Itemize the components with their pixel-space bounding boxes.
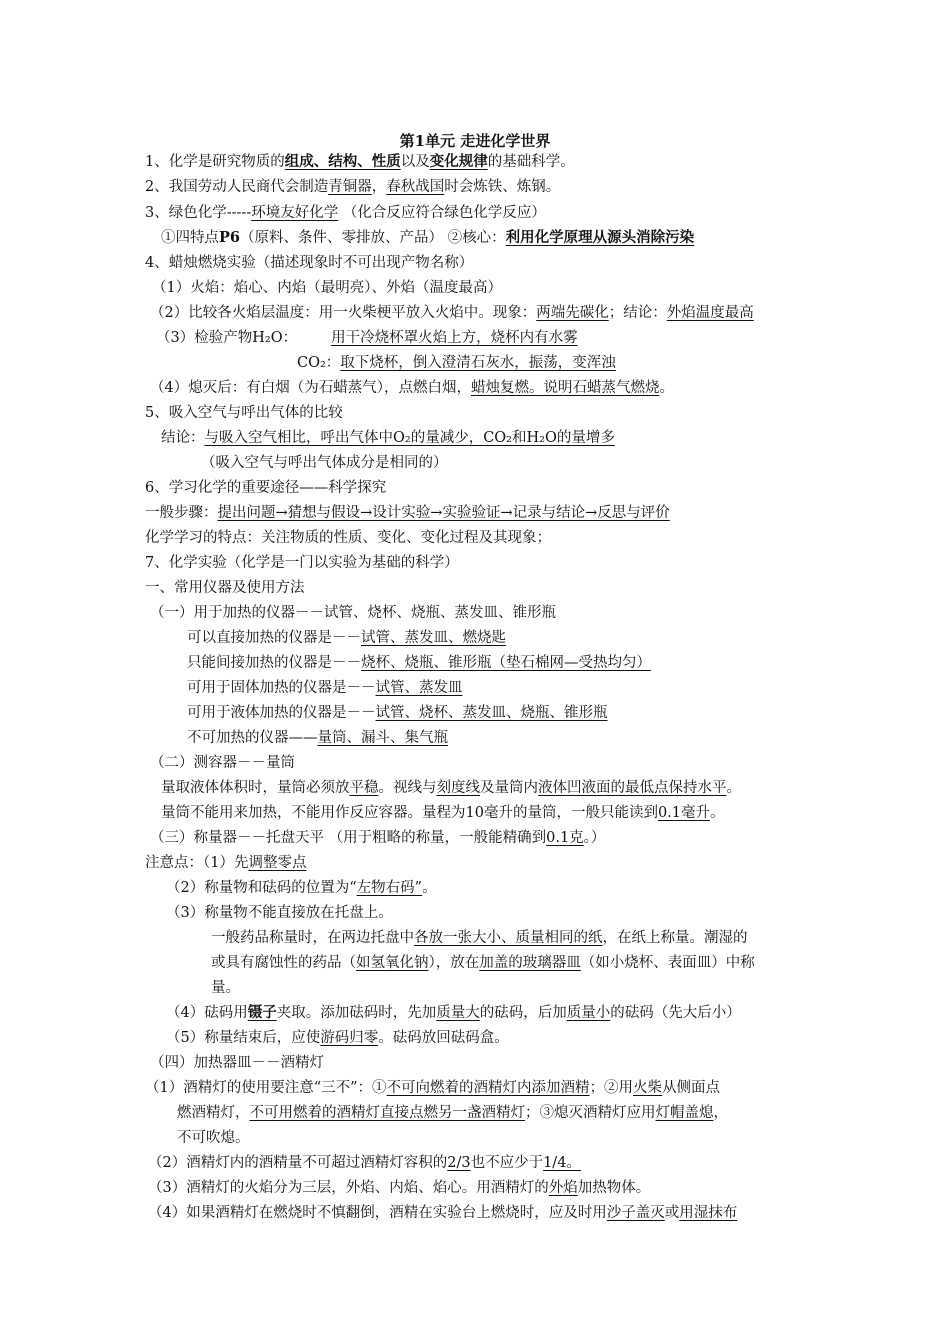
text-segment: 从侧面点 xyxy=(662,1080,721,1096)
underlined-key-term: 试管、蒸发皿 xyxy=(375,680,463,696)
text-line xyxy=(150,828,605,848)
text-segment: （四）加热器皿－－酒精灯 xyxy=(150,1055,324,1071)
underlined-key-term: 调整零点 xyxy=(248,855,307,871)
text-segment: 只能间接加热的仪器是－－ xyxy=(187,655,361,671)
text-line xyxy=(145,1078,720,1098)
text-segment: 一、常用仪器及使用方法 xyxy=(145,580,305,596)
text-segment: （5）称量结束后，应使 xyxy=(166,1030,321,1046)
text-line xyxy=(187,628,506,648)
underlined-key-term: 1/4。 xyxy=(543,1155,581,1171)
underlined-key-term: 质量小 xyxy=(566,1005,611,1021)
underlined-key-term: 加盖的玻璃器皿 xyxy=(479,955,581,971)
text-line xyxy=(145,578,305,598)
page-title: 第1单元 走进化学世界 xyxy=(399,132,551,150)
text-segment: 可用于固体加热的仪器是－－ xyxy=(187,680,376,696)
text-segment: 或 xyxy=(664,1205,680,1221)
text-segment: CO₂： xyxy=(297,355,341,371)
text-segment: 。 xyxy=(659,380,674,396)
text-segment: （2）酒精灯内的酒精量不可超过酒精灯容积的 xyxy=(148,1155,448,1171)
text-line xyxy=(297,353,616,373)
text-line xyxy=(211,978,240,998)
text-segment: ，在纸上称量。潮湿的 xyxy=(602,930,748,946)
underlined-key-term: 青铜器 xyxy=(328,179,372,195)
text-line xyxy=(166,1028,509,1048)
text-segment: 的砝码，后加 xyxy=(479,1005,567,1021)
text-segment: ），放在 xyxy=(428,955,480,971)
text-segment: 。视线与 xyxy=(378,780,437,796)
text-line xyxy=(177,1128,250,1148)
text-line xyxy=(145,177,560,197)
text-segment: 夹取。添加砝码时，先加 xyxy=(276,1005,437,1021)
text-line xyxy=(150,753,295,773)
text-line xyxy=(145,528,551,548)
text-line xyxy=(187,728,448,748)
text-segment: （吸入空气与呼出气体成分是相同的） xyxy=(201,455,448,471)
text-line xyxy=(145,203,546,223)
text-segment: 不可加热的仪器—— xyxy=(187,730,318,746)
text-segment: （2）比较各火焰层温度：用一火柴梗平放入火焰中。现象： xyxy=(150,305,537,321)
text-segment: （4）熄灭后：有白烟（为石蜡蒸气），点燃白烟， xyxy=(150,380,471,396)
text-line xyxy=(161,428,615,448)
underlined-key-term: 灯帽盖熄 xyxy=(655,1105,714,1121)
text-segment: 注意点：（1）先 xyxy=(145,855,249,871)
underlined-key-term: 如氢氧化钠 xyxy=(356,955,429,971)
text-line xyxy=(150,378,674,398)
underlined-key-term: 环境友好化学 xyxy=(251,205,339,221)
text-segment: 7、化学实验（化学是一门以实验为基础的科学） xyxy=(145,555,459,571)
underlined-key-term: 外焰 xyxy=(548,1180,578,1196)
text-line xyxy=(145,403,343,423)
text-segment: 3、绿色化学----- xyxy=(145,205,252,221)
text-line xyxy=(148,1178,650,1198)
underlined-key-term: 量筒、漏斗、集气瓶 xyxy=(317,730,448,746)
text-line xyxy=(148,1203,737,1223)
text-segment: 可以直接加热的仪器是－－ xyxy=(187,630,361,646)
underlined-key-term: 提出问题→猜想与假设→设计实验→实验验证→记录与结论→反思与评价 xyxy=(217,505,670,521)
underlined-key-term: 左物右码” xyxy=(356,880,423,896)
text-line xyxy=(152,278,502,298)
text-segment: 燃酒精灯， xyxy=(177,1105,250,1121)
text-segment: 一般药品称量时，在两边托盘中 xyxy=(211,930,414,946)
text-segment: （如小烧杯、表面皿）中称 xyxy=(580,955,755,971)
text-segment: 。 xyxy=(422,880,437,896)
text-segment: 以及 xyxy=(400,154,430,170)
text-line xyxy=(161,778,741,798)
underlined-key-term: 外焰温度最高 xyxy=(666,305,754,321)
text-line xyxy=(145,152,575,172)
text-segment: 也不应少于 xyxy=(470,1155,544,1171)
underlined-key-term: 0.1毫升 xyxy=(657,805,711,821)
text-segment: ， xyxy=(713,1105,728,1121)
text-segment: P6 xyxy=(219,229,240,246)
text-line xyxy=(145,478,386,498)
text-segment: （二）测容器－－量筒 xyxy=(150,755,295,771)
text-segment: 4、蜡烛燃烧实验（描述现象时不可出现产物名称） xyxy=(145,255,474,271)
text-segment: 结论： xyxy=(161,430,205,446)
text-segment: （4）如果酒精灯在燃烧时不慎翻倒，酒精在实验台上燃烧时，应及时用 xyxy=(148,1205,607,1221)
underlined-key-term: 2/3 xyxy=(447,1155,471,1171)
text-line xyxy=(161,228,694,248)
underlined-key-term: 蜡烛复燃。说明石蜡蒸气燃烧 xyxy=(470,380,660,396)
text-line xyxy=(150,303,754,323)
text-line xyxy=(177,1103,728,1123)
text-segment: 可用于液体加热的仪器是－－ xyxy=(187,705,376,721)
text-line xyxy=(201,453,448,473)
text-segment: （4）砝码用 xyxy=(166,1005,248,1021)
text-segment: （2）称量物和砝码的位置为“ xyxy=(166,880,357,896)
underlined-key-term: 试管、烧杯、蒸发皿、烧瓶、锥形瓶 xyxy=(375,705,608,721)
underlined-key-term: 组成、结构、性质 xyxy=(284,153,401,170)
underlined-key-term: 平稳 xyxy=(349,780,379,796)
text-segment: 的基础科学。 xyxy=(487,154,575,170)
underlined-key-term: 液体凹液面的最低点保持水平 xyxy=(538,780,727,796)
underlined-key-term: 与吸入空气相比，呼出气体中O₂的量减少，CO₂和H₂O的量增多 xyxy=(204,430,615,446)
text-segment: 。 xyxy=(726,780,741,796)
text-segment: ；②用 xyxy=(589,1080,634,1096)
text-line xyxy=(148,1153,581,1173)
text-line xyxy=(166,903,393,923)
underlined-key-term: 游码归零 xyxy=(320,1030,379,1046)
text-line xyxy=(145,853,306,873)
underlined-key-term: 不可用燃着的酒精灯直接点燃另一盏酒精灯 xyxy=(249,1105,525,1121)
text-segment: 。 xyxy=(710,805,725,821)
underlined-key-term: 刻度线 xyxy=(436,780,480,796)
text-segment: （一）用于加热的仪器－－试管、烧杯、烧瓶、蒸发皿、锥形瓶 xyxy=(150,605,556,621)
text-line xyxy=(150,1053,324,1073)
text-segment: （3）酒精灯的火焰分为三层，外焰、内焰、焰心。用酒精灯的 xyxy=(148,1180,549,1196)
underlined-key-term: 用湿抹布 xyxy=(679,1205,738,1221)
text-segment: 不可吹熄。 xyxy=(177,1130,250,1146)
text-segment: 6、学习化学的重要途径——科学探究 xyxy=(145,480,387,496)
text-line xyxy=(145,503,670,523)
text-line xyxy=(145,253,473,273)
text-line xyxy=(156,328,578,348)
text-segment: 化学学习的特点：关注物质的性质、变化、变化过程及其现象； xyxy=(145,530,551,546)
underlined-key-term: 试管、蒸发皿、燃烧匙 xyxy=(361,630,506,646)
underlined-key-term: 变化规律 xyxy=(429,153,488,170)
text-segment: 一般步骤： xyxy=(145,505,218,521)
text-segment: 5、吸入空气与呼出气体的比较 xyxy=(145,405,343,421)
text-segment: 量筒不能用来加热，不能用作反应容器。量程为10毫升的量筒，一般只能读到 xyxy=(161,805,658,821)
text-segment: （化合反应符合绿色化学反应） xyxy=(338,205,546,221)
underlined-key-term: 取下烧杯，倒入澄清石灰水，振荡，变浑浊 xyxy=(340,355,616,371)
text-segment: 1、化学是研究物质的 xyxy=(145,154,285,170)
text-segment: 。） xyxy=(583,830,606,846)
text-line xyxy=(211,953,755,973)
text-segment: （1）火焰：焰心、内焰（最明亮）、外焰（温度最高） xyxy=(152,280,502,296)
text-segment: ①四特点 xyxy=(161,230,219,246)
text-segment: 量。 xyxy=(211,980,240,996)
text-segment: H₂O： xyxy=(252,330,298,346)
text-segment: （3）称量物不能直接放在托盘上。 xyxy=(166,905,393,921)
text-segment: （原料、条件、零排放、产品） ②核心： xyxy=(240,230,506,246)
underlined-key-term: 利用化学原理从源头消除污染 xyxy=(505,229,695,246)
text-segment: 时会炼铁、炼钢。 xyxy=(444,179,561,195)
text-line xyxy=(187,678,463,698)
text-line xyxy=(150,603,556,623)
text-segment: 的砝码（先大后小） xyxy=(610,1005,741,1021)
text-segment: 加热物体。 xyxy=(577,1180,651,1196)
text-segment: 2、我国劳动人民商代会制造 xyxy=(145,179,329,195)
text-line xyxy=(145,553,459,573)
underlined-key-term: 火柴 xyxy=(633,1080,663,1096)
underlined-key-term: 不可向燃着的酒精灯内添加酒精 xyxy=(386,1080,590,1096)
text-segment: 或具有腐蚀性的药品（ xyxy=(211,955,356,971)
text-segment: ；结论： xyxy=(608,305,667,321)
text-line xyxy=(187,703,608,723)
text-line xyxy=(211,928,748,948)
underlined-key-term: 烧杯、烧瓶、锥形瓶（垫石棉网—受热均匀） xyxy=(361,655,651,671)
text-line xyxy=(166,878,437,898)
underlined-key-term: 春秋战国 xyxy=(386,179,445,195)
text-segment: ；③熄灭酒精灯应用 xyxy=(525,1105,656,1121)
underlined-key-term: 质量大 xyxy=(436,1005,480,1021)
text-segment: （3）检验产物 xyxy=(156,330,253,346)
underlined-key-term: 各放一张大小、质量相同的纸 xyxy=(414,930,603,946)
text-line xyxy=(187,653,651,673)
underlined-key-term: 用干冷烧杯罩火焰上方，烧杯内有水雾 xyxy=(331,330,578,346)
text-segment: 。砝码放回砝码盒。 xyxy=(378,1030,509,1046)
underlined-key-term: 两端先碳化 xyxy=(536,305,609,321)
text-segment: （1）酒精灯的使用要注意“三不”：① xyxy=(145,1080,387,1096)
text-line xyxy=(161,803,725,823)
underlined-key-term: 0.1克 xyxy=(546,830,584,846)
text-segment: 及量筒内 xyxy=(480,780,538,796)
text-segment: （三）称量器－－托盘天平 （用于粗略的称量，一般能精确到 xyxy=(150,830,547,846)
text-line xyxy=(166,1003,741,1023)
text-segment: 量取液体体积时，量筒必须放 xyxy=(161,780,350,796)
underlined-key-term: 沙子盖灭 xyxy=(606,1205,665,1221)
text-segment: ， xyxy=(371,179,387,195)
underlined-key-term: 镊子 xyxy=(247,1004,277,1021)
